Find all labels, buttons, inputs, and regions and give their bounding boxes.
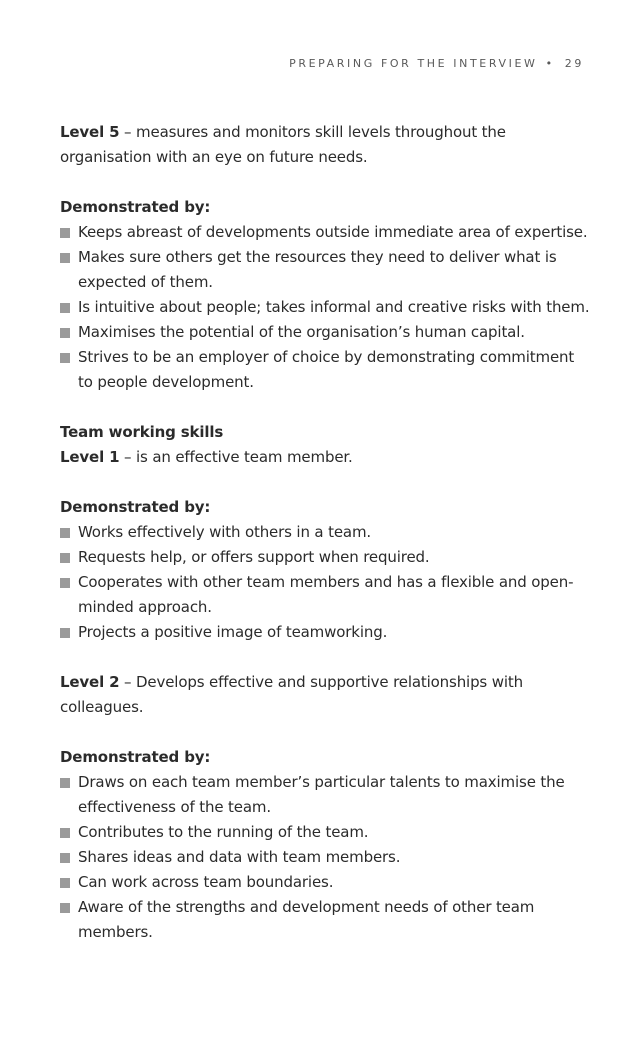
bullet-square-icon bbox=[60, 778, 70, 788]
level-5-label: Level 5 bbox=[60, 123, 120, 141]
demonstrated-by-label: Demonstrated by: bbox=[60, 498, 211, 516]
demonstrated-by-label: Demonstrated by: bbox=[60, 198, 211, 216]
list-item: Projects a positive image of teamworking. bbox=[60, 620, 590, 645]
list-item: Shares ideas and data with team members. bbox=[60, 845, 590, 870]
bullet-square-icon bbox=[60, 328, 70, 338]
section-heading: Team working skills bbox=[60, 423, 224, 441]
level-1-text: – is an effective team member. bbox=[119, 448, 353, 466]
list-item: Strives to be an employer of choice by demonstrating commitment to people development. bbox=[60, 345, 590, 395]
header-separator: • bbox=[545, 57, 555, 70]
bullet-square-icon bbox=[60, 353, 70, 363]
bullet-square-icon bbox=[60, 853, 70, 863]
bullet-square-icon bbox=[60, 253, 70, 263]
level-2-label: Level 2 bbox=[60, 673, 120, 691]
level-1-label: Level 1 bbox=[60, 448, 120, 466]
level-2-bullet-list bbox=[60, 770, 590, 945]
bullet-square-icon bbox=[60, 228, 70, 238]
level-5-text: – measures and monitors skill levels throughout the organisation with an eye on future needs. bbox=[60, 123, 506, 166]
list-item: Maximises the potential of the organisation’s human capital. bbox=[60, 320, 590, 345]
list-item: Works effectively with others in a team. bbox=[60, 520, 590, 545]
level-5-bullet-list bbox=[60, 220, 590, 395]
bullet-square-icon bbox=[60, 903, 70, 913]
running-header bbox=[289, 57, 584, 70]
bullet-square-icon bbox=[60, 553, 70, 563]
list-item: Makes sure others get the resources they need to deliver what is expected of them. bbox=[60, 245, 590, 295]
running-title: PREPARING FOR THE INTERVIEW bbox=[289, 57, 538, 70]
demonstrated-by-label: Demonstrated by: bbox=[60, 748, 211, 766]
list-item: Cooperates with other team members and has a flexible and open-minded approach. bbox=[60, 570, 590, 620]
list-item: Draws on each team member’s particular talents to maximise the effectiveness of the team. bbox=[60, 770, 590, 820]
list-item: Keeps abreast of developments outside immediate area of expertise. bbox=[60, 220, 590, 245]
bullet-square-icon bbox=[60, 628, 70, 638]
level-5-description bbox=[60, 120, 590, 170]
bullet-square-icon bbox=[60, 303, 70, 313]
level-2-description bbox=[60, 670, 590, 720]
bullet-square-icon bbox=[60, 578, 70, 588]
page-number: 29 bbox=[564, 57, 584, 70]
level-1-bullet-list bbox=[60, 520, 590, 645]
bullet-square-icon bbox=[60, 828, 70, 838]
list-item: Contributes to the running of the team. bbox=[60, 820, 590, 845]
list-item: Aware of the strengths and development needs of other team members. bbox=[60, 895, 590, 945]
bullet-square-icon bbox=[60, 878, 70, 888]
level-2-text: – Develops effective and supportive relationships with colleagues. bbox=[60, 673, 523, 716]
list-item: Is intuitive about people; takes informal and creative risks with them. bbox=[60, 295, 590, 320]
list-item: Requests help, or offers support when required. bbox=[60, 545, 590, 570]
page-body bbox=[60, 120, 590, 945]
bullet-square-icon bbox=[60, 528, 70, 538]
list-item: Can work across team boundaries. bbox=[60, 870, 590, 895]
level-1-description bbox=[60, 445, 590, 470]
